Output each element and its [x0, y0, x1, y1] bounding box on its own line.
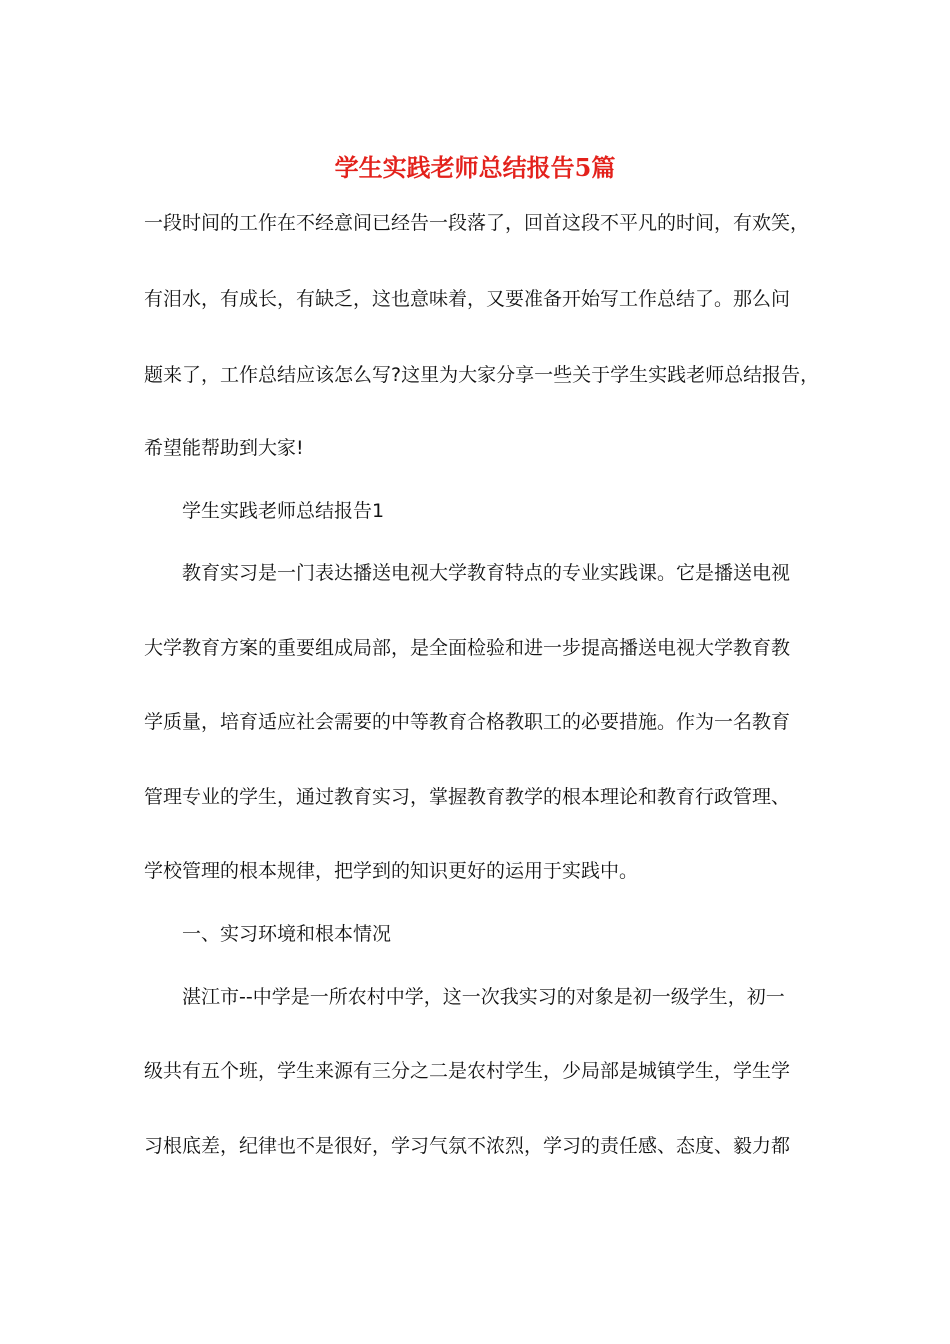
paragraph-line: 希望能帮助到大家! [144, 437, 304, 459]
paragraph-line: 教育实习是一门表达播送电视大学教育特点的专业实践课。它是播送电视 [182, 562, 791, 584]
paragraph-line: 学质量，培育适应社会需要的中等教育合格教职工的必要措施。作为一名教育 [144, 711, 791, 733]
paragraph-line: 管理专业的学生，通过教育实习，掌握教育教学的根本理论和教育行政管理、 [144, 786, 791, 808]
paragraph-line: 学校管理的根本规律，把学到的知识更好的运用于实践中。 [144, 860, 639, 882]
paragraph-line: 习根底差，纪律也不是很好，学习气氛不浓烈，学习的责任感、态度、毅力都 [144, 1135, 791, 1157]
paragraph-line: 一段时间的工作在不经意间已经告一段落了，回首这段不平凡的时间，有欢笑， [144, 212, 810, 234]
subsection-heading: 一、实习环境和根本情况 [182, 923, 392, 945]
document-title: 学生实践老师总结报告5篇 [334, 153, 616, 182]
section-heading: 学生实践老师总结报告1 [182, 500, 385, 522]
paragraph-line: 级共有五个班，学生来源有三分之二是农村学生，少局部是城镇学生，学生学 [144, 1060, 791, 1082]
paragraph-line: 题来了，工作总结应该怎么写?这里为大家分享一些关于学生实践老师总结报告， [144, 364, 820, 386]
paragraph-line: 湛江市--中学是一所农村中学，这一次我实习的对象是初一级学生，初一 [182, 986, 785, 1008]
paragraph-line: 有泪水，有成长，有缺乏，这也意味着，又要准备开始写工作总结了。那么问 [144, 288, 791, 310]
paragraph-line: 大学教育方案的重要组成局部，是全面检验和进一步提高播送电视大学教育教 [144, 637, 791, 659]
